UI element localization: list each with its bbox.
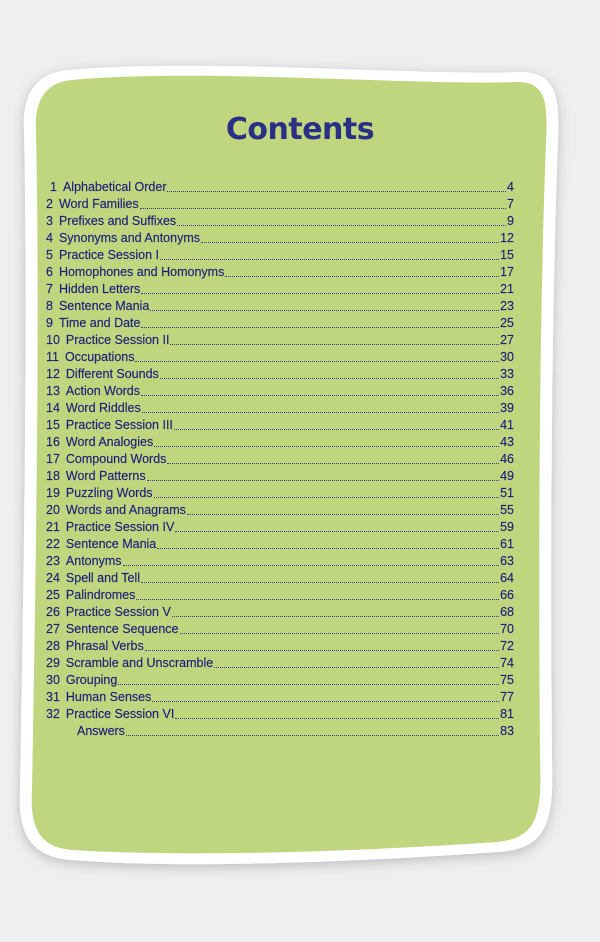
toc-entry-number: 15 xyxy=(46,418,60,432)
toc-entry-title: Hidden Letters xyxy=(58,282,141,296)
toc-entry-number: 13 xyxy=(46,384,60,398)
toc-entry-number: 5 xyxy=(46,248,53,262)
toc-entry xyxy=(46,366,514,383)
toc-entry-title: Practice Session V xyxy=(65,605,171,619)
toc-entry xyxy=(46,553,514,570)
toc-entry-number: 30 xyxy=(46,673,60,687)
toc-entry-page-number: 59 xyxy=(500,520,514,534)
toc-entry-number: 21 xyxy=(46,520,60,534)
dot-leader xyxy=(141,327,499,328)
toc-entry-title: Occupations xyxy=(64,350,135,364)
dot-leader xyxy=(141,395,499,396)
dot-leader xyxy=(126,735,499,736)
dot-leader xyxy=(136,599,499,600)
toc-entry-title: Sentence Mania xyxy=(58,299,150,313)
toc-entry-page-number: 70 xyxy=(500,622,514,636)
dot-leader xyxy=(152,701,499,702)
dot-leader xyxy=(118,684,499,685)
toc-entry-number: 7 xyxy=(46,282,53,296)
toc-entry-title: Practice Session III xyxy=(65,418,173,432)
toc-entry xyxy=(46,196,514,213)
toc-entry-page-number: 30 xyxy=(500,350,514,364)
toc-entry-title: Palindromes xyxy=(65,588,136,602)
toc-entry-number: 23 xyxy=(46,554,60,568)
dot-leader xyxy=(147,480,500,481)
toc-entry-page-number: 63 xyxy=(500,554,514,568)
toc-entry-page-number: 21 xyxy=(500,282,514,296)
toc-entry xyxy=(46,621,514,638)
toc-entry-number: 31 xyxy=(46,690,60,704)
dot-leader xyxy=(135,361,499,362)
toc-entry xyxy=(46,315,514,332)
toc-entry-title: Sentence Sequence xyxy=(65,622,179,636)
toc-entry-page-number: 4 xyxy=(507,180,514,194)
toc-entry-number: 20 xyxy=(46,503,60,517)
toc-entry-number: 26 xyxy=(46,605,60,619)
dot-leader xyxy=(160,259,499,260)
toc-entry xyxy=(46,723,514,740)
toc-entry-title: Practice Session IV xyxy=(65,520,175,534)
dot-leader xyxy=(123,565,500,566)
toc-entry-page-number: 55 xyxy=(500,503,514,517)
toc-entry-number: 4 xyxy=(46,231,53,245)
toc-entry-number: 28 xyxy=(46,639,60,653)
toc-entry-title: Antonyms xyxy=(65,554,122,568)
toc-entry-number: 17 xyxy=(46,452,60,466)
dot-leader xyxy=(145,650,499,651)
toc-entry-page-number: 74 xyxy=(500,656,514,670)
toc-entry-title: Synonyms and Antonyms xyxy=(58,231,200,245)
toc-entry-number: 1 xyxy=(50,180,57,194)
toc-entry xyxy=(46,570,514,587)
dot-leader xyxy=(174,429,499,430)
dot-leader xyxy=(167,191,506,192)
toc-entry xyxy=(46,485,514,502)
toc-entry-title: Time and Date xyxy=(58,316,141,330)
toc-entry-page-number: 77 xyxy=(500,690,514,704)
toc-entry-title: Answers xyxy=(77,724,125,738)
toc-entry xyxy=(46,247,514,264)
toc-entry-number: 24 xyxy=(46,571,60,585)
toc-entry xyxy=(46,604,514,621)
dot-leader xyxy=(180,633,500,634)
toc-entry xyxy=(46,264,514,281)
toc-entry-title: Phrasal Verbs xyxy=(65,639,144,653)
dot-leader xyxy=(140,208,506,209)
toc-entry xyxy=(46,689,514,706)
dot-leader xyxy=(150,310,499,311)
dot-leader xyxy=(225,276,499,277)
toc-entry-page-number: 39 xyxy=(500,401,514,415)
contents-title: Contents xyxy=(225,112,375,147)
toc-entry-title: Puzzling Words xyxy=(65,486,153,500)
toc-entry-page-number: 25 xyxy=(500,316,514,330)
dot-leader xyxy=(175,531,499,532)
toc-entry xyxy=(46,332,514,349)
toc-entry xyxy=(46,213,514,230)
dot-leader xyxy=(141,582,499,583)
toc-entry xyxy=(46,281,514,298)
toc-entry-page-number: 75 xyxy=(500,673,514,687)
toc-entry xyxy=(46,536,514,553)
toc-entry-title: Grouping xyxy=(65,673,118,687)
toc-entry xyxy=(46,451,514,468)
toc-entry-page-number: 7 xyxy=(507,197,514,211)
toc-entry-title: Human Senses xyxy=(65,690,152,704)
toc-entry xyxy=(46,349,514,366)
toc-entry-number: 19 xyxy=(46,486,60,500)
toc-entry-title: Scramble and Unscramble xyxy=(65,656,214,670)
toc-entry-title: Prefixes and Suffixes xyxy=(58,214,177,228)
dot-leader xyxy=(177,225,506,226)
toc-entry-page-number: 46 xyxy=(500,452,514,466)
toc-entry xyxy=(46,655,514,672)
dot-leader xyxy=(170,344,499,345)
toc-entry-number: 32 xyxy=(46,707,60,721)
toc-entry-page-number: 64 xyxy=(500,571,514,585)
toc-entry-page-number: 43 xyxy=(500,435,514,449)
toc-entry xyxy=(46,179,514,196)
toc-entry-number: 16 xyxy=(46,435,60,449)
toc-entry-page-number: 17 xyxy=(500,265,514,279)
toc-entry-number: 29 xyxy=(46,656,60,670)
toc-entry-page-number: 15 xyxy=(500,248,514,262)
dot-leader xyxy=(157,548,499,549)
dot-leader xyxy=(175,718,499,719)
toc-entry-title: Word Families xyxy=(58,197,139,211)
toc-entry-number: 27 xyxy=(46,622,60,636)
dot-leader xyxy=(154,497,500,498)
toc-entry-page-number: 27 xyxy=(500,333,514,347)
dot-leader xyxy=(172,616,499,617)
toc-entry-title: Word Analogies xyxy=(65,435,154,449)
toc-entry-title: Word Patterns xyxy=(65,469,146,483)
dot-leader xyxy=(201,242,499,243)
dot-leader xyxy=(154,446,499,447)
toc-entry-number: 3 xyxy=(46,214,53,228)
toc-entry-number: 8 xyxy=(46,299,53,313)
toc-entry-page-number: 41 xyxy=(500,418,514,432)
table-of-contents xyxy=(46,179,514,740)
toc-entry-title: Spell and Tell xyxy=(65,571,141,585)
toc-entry-page-number: 51 xyxy=(500,486,514,500)
toc-entry-title: Compound Words xyxy=(65,452,167,466)
toc-entry-page-number: 49 xyxy=(500,469,514,483)
toc-entry-page-number: 81 xyxy=(500,707,514,721)
toc-entry-page-number: 36 xyxy=(500,384,514,398)
toc-entry-number: 22 xyxy=(46,537,60,551)
dot-leader xyxy=(187,514,499,515)
toc-entry-number: 2 xyxy=(46,197,53,211)
toc-entry xyxy=(46,468,514,485)
toc-entry xyxy=(46,638,514,655)
toc-entry-page-number: 33 xyxy=(500,367,514,381)
toc-entry-page-number: 23 xyxy=(500,299,514,313)
toc-entry-page-number: 66 xyxy=(500,588,514,602)
toc-entry-title: Alphabetical Order xyxy=(62,180,167,194)
toc-entry xyxy=(46,230,514,247)
toc-entry xyxy=(46,400,514,417)
toc-entry-number: 14 xyxy=(46,401,60,415)
toc-entry-page-number: 9 xyxy=(507,214,514,228)
dot-leader xyxy=(141,293,499,294)
toc-entry xyxy=(46,383,514,400)
toc-entry xyxy=(46,706,514,723)
toc-entry-page-number: 72 xyxy=(500,639,514,653)
toc-entry-title: Practice Session I xyxy=(58,248,159,262)
toc-entry xyxy=(46,672,514,689)
toc-entry-page-number: 68 xyxy=(500,605,514,619)
dot-leader xyxy=(142,412,499,413)
toc-entry-title: Words and Anagrams xyxy=(65,503,186,517)
dot-leader xyxy=(167,463,499,464)
toc-entry-number: 12 xyxy=(46,367,60,381)
toc-entry-number: 9 xyxy=(46,316,53,330)
toc-entry-title: Action Words xyxy=(65,384,141,398)
toc-entry-number: 6 xyxy=(46,265,53,279)
toc-entry xyxy=(46,587,514,604)
toc-entry-title: Sentence Mania xyxy=(65,537,157,551)
toc-entry-title: Different Sounds xyxy=(65,367,159,381)
toc-entry xyxy=(46,417,514,434)
toc-entry xyxy=(46,519,514,536)
toc-entry-number: 18 xyxy=(46,469,60,483)
toc-entry-number: 25 xyxy=(46,588,60,602)
toc-entry-number: 11 xyxy=(46,350,59,364)
dot-leader xyxy=(160,378,499,379)
toc-entry xyxy=(46,434,514,451)
toc-entry xyxy=(46,298,514,315)
toc-entry-title: Practice Session II xyxy=(65,333,170,347)
toc-entry-number: 10 xyxy=(46,333,60,347)
toc-entry-title: Homophones and Homonyms xyxy=(58,265,225,279)
toc-entry-page-number: 83 xyxy=(500,724,514,738)
toc-entry-title: Word Riddles xyxy=(65,401,141,415)
toc-entry-title: Practice Session VI xyxy=(65,707,175,721)
toc-entry xyxy=(46,502,514,519)
dot-leader xyxy=(214,667,499,668)
toc-entry-page-number: 12 xyxy=(500,231,514,245)
toc-entry-page-number: 61 xyxy=(500,537,514,551)
